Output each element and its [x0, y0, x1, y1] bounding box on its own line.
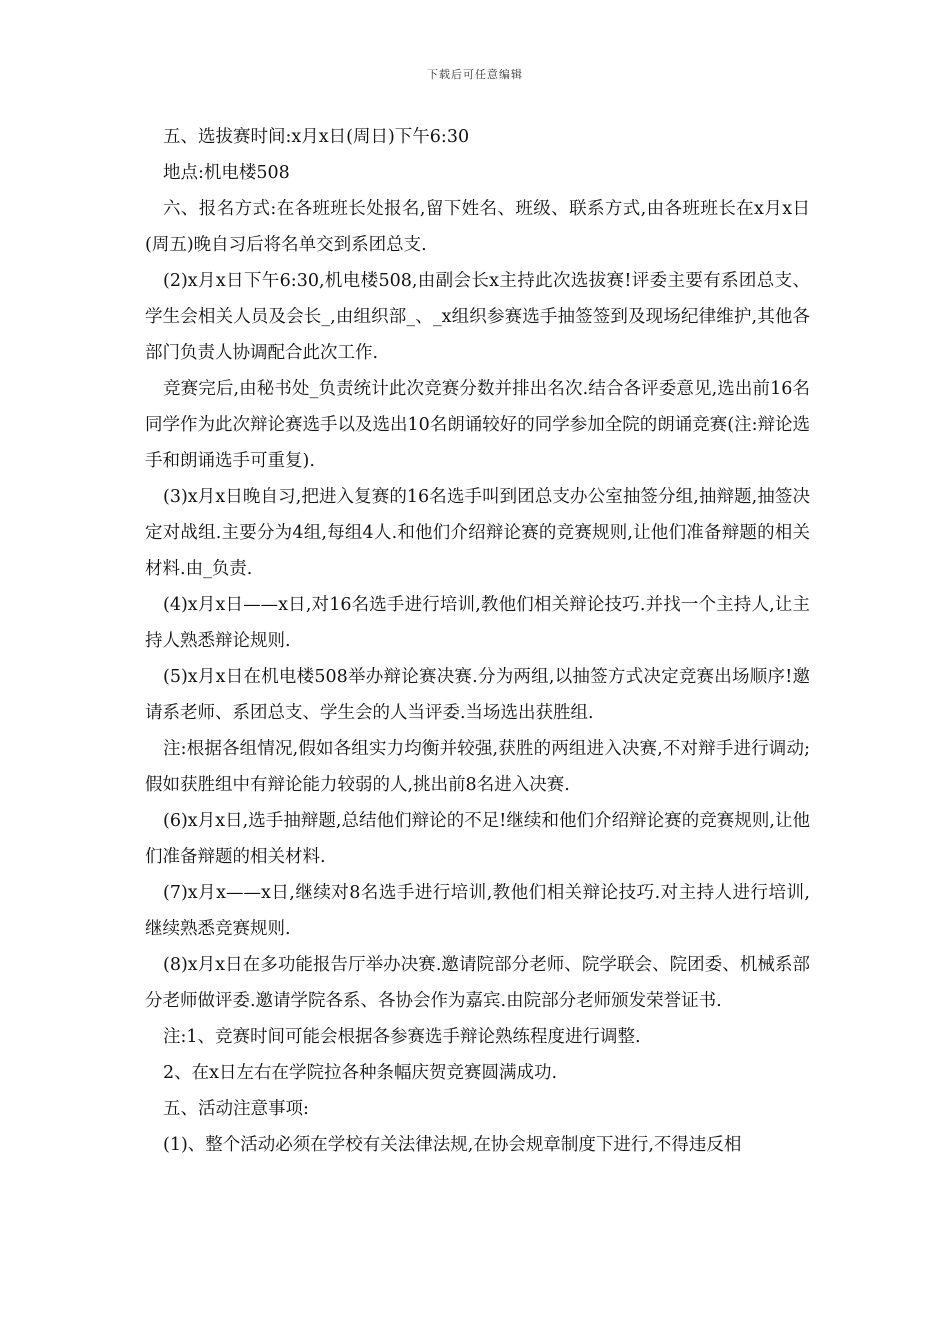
paragraph-scoring: 竞赛完后,由秘书处_负责统计此次竞赛分数并排出名次.结合各评委意见,选出前16名同学作为此次辩论赛选手以及选出10名朗诵较好的同学参加全院的朗诵竞赛(注:辩论选手和朗诵选手可重复).	[145, 379, 810, 471]
paragraph-registration: 六、报名方式:在各班班长处报名,留下姓名、班级、联系方式,由各班班长在x月x日(周五)晚自习后将名单交到系团总支.	[145, 199, 810, 255]
paragraph-step-3: (3)x月x日晚自习,把进入复赛的16名选手叫到团总支办公室抽签分组,抽辩题,抽签决定对战组.主要分为4组,每组4人.和他们介绍辩论赛的竞赛规则,让他们准备辩题的相关材料.由_负责.	[145, 487, 810, 579]
paragraph-selection-time: 五、选拔赛时间:x月x日(周日)下午6:30	[163, 127, 470, 147]
paragraph-step-5: (5)x月x日在机电楼508举办辩论赛决赛.分为两组,以抽签方式决定竞赛出场顺序!邀请系老师、系团总支、学生会的人当评委.当场选出获胜组.	[145, 667, 810, 723]
paragraph-note-groups: 注:根据各组情况,假如各组实力均衡并较强,获胜的两组进入决赛,不对辩手进行调动;假如获胜组中有辩论能力较弱的人,挑出前8名进入决赛.	[145, 739, 810, 795]
paragraph-location: 地点:机电楼508	[163, 163, 290, 183]
paragraph-step-8: (8)x月x日在多功能报告厅举办决赛.邀请院部分老师、院学联会、院团委、机械系部分老师做评委.邀请学院各系、各协会作为嘉宾.由院部分老师颁发荣誉证书.	[145, 955, 810, 1011]
page-header-note: 下载后可任意编辑	[427, 68, 523, 81]
paragraph-step-7: (7)x月x——x日,继续对8名选手进行培训,教他们相关辩论技巧.对主持人进行培训,继续熟悉竞赛规则.	[145, 883, 810, 939]
document-body	[145, 119, 810, 1163]
paragraph-note-1: 注:1、竞赛时间可能会根据各参赛选手辩论熟练程度进行调整.	[163, 1027, 641, 1047]
paragraph-step-6: (6)x月x日,选手抽辩题,总结他们辩论的不足!继续和他们介绍辩论赛的竞赛规则,让他们准备辩题的相关材料.	[145, 811, 810, 867]
paragraph-step-4: (4)x月x日——x日,对16名选手进行培训,教他们相关辩论技巧.并找一个主持人,让主持人熟悉辩论规则.	[145, 595, 810, 651]
paragraph-step-2: (2)x月x日下午6:30,机电楼508,由副会长x主持此次选拔赛!评委主要有系团总支、学生会相关人员及会长_,由组织部_、_x组织参赛选手抽签签到及现场纪律维护,其他各部门负责人协调配合此次工作.	[145, 271, 810, 363]
paragraph-precaution-1: (1)、整个活动必须在学校有关法律法规,在协会规章制度下进行,不得违反相	[163, 1135, 742, 1155]
paragraph-precautions-heading: 五、活动注意事项:	[163, 1099, 309, 1119]
paragraph-note-2: 2、在x日左右在学院拉各种条幅庆贺竞赛圆满成功.	[163, 1063, 558, 1083]
